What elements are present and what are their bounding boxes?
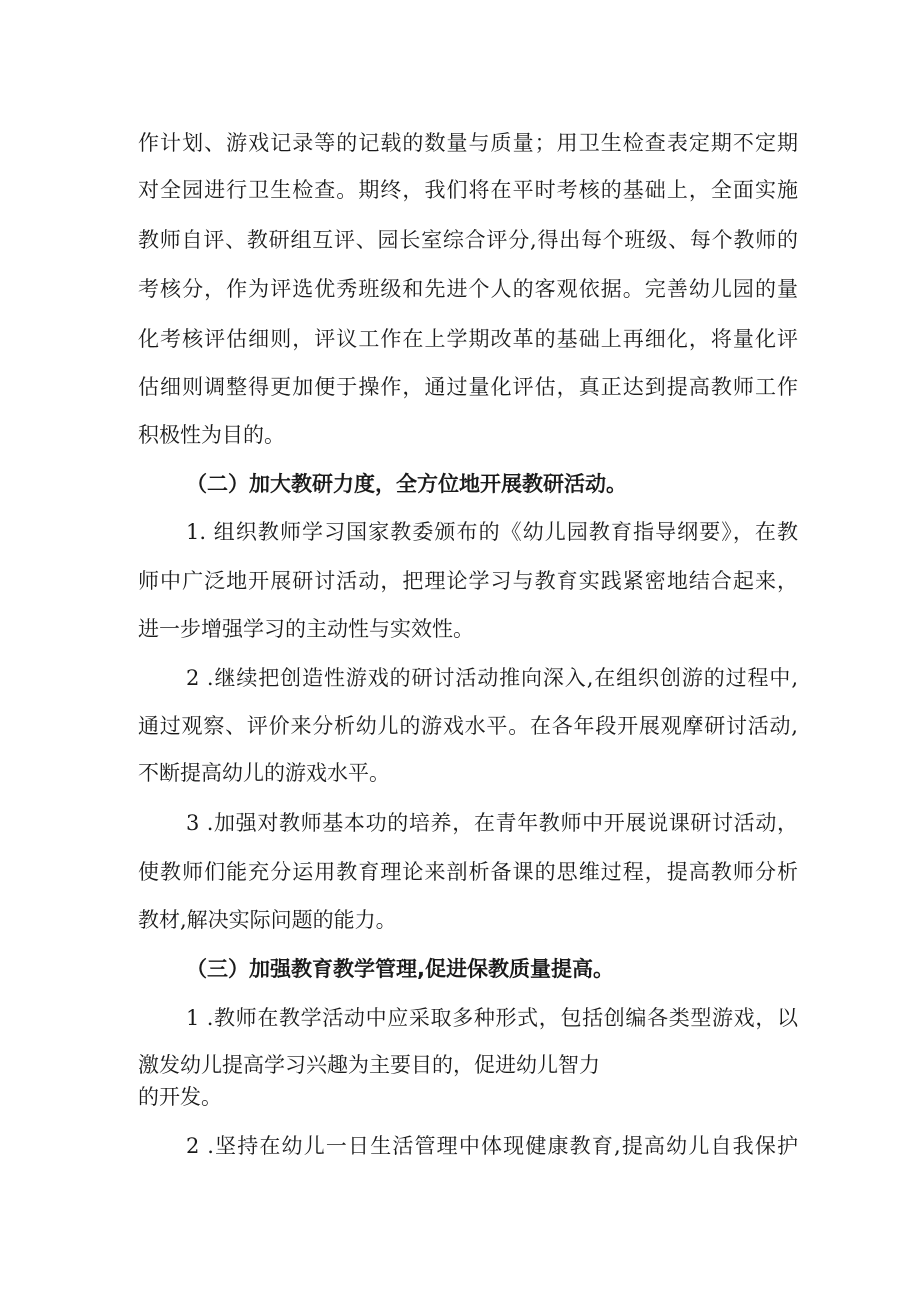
section-heading-3: （三）加强教育教学管理,促进保教质量提高。 xyxy=(186,957,614,981)
paragraph-line: 对全园进行卫生检查。期终，我们将在平时考核的基础上，全面实施 xyxy=(138,178,798,202)
paragraph-line: 的开发。 xyxy=(138,1085,222,1109)
paragraph-line: 教师自评、教研组互评、园长室综合评分,得出每个班级、每个教师的 xyxy=(138,228,798,252)
list-item-line: 2 .继续把创造性游戏的研讨活动推向深入,在组织创游的过程中, xyxy=(186,666,798,690)
section-heading-2: （二）加大教研力度，全方位地开展教研活动。 xyxy=(186,472,627,496)
paragraph-line: 积极性为目的。 xyxy=(138,423,285,447)
paragraph-line: 师中广泛地开展研讨活动，把理论学习与教育实践紧密地结合起来， xyxy=(138,569,798,593)
paragraph-line: 使教师们能充分运用教育理论来剖析备课的思维过程，提高教师分析 xyxy=(138,860,798,884)
paragraph-line: 进一步增强学习的主动性与实效性。 xyxy=(138,617,474,641)
paragraph-line: 教材,解决实际问题的能力。 xyxy=(138,908,397,932)
paragraph-line: 激发幼儿提高学习兴趣为主要目的，促进幼儿智力 xyxy=(138,1053,600,1077)
list-item-line: 2 .坚持在幼儿一日生活管理中体现健康教育,提高幼儿自我保护 xyxy=(186,1134,798,1158)
list-item-line: 1. 组织教师学习国家教委颁布的《幼儿园教育指导纲要》，在教 xyxy=(186,520,798,544)
list-item-line: 1 .教师在教学活动中应采取多种形式，包括创编各类型游戏，以 xyxy=(186,1006,798,1030)
paragraph-line: 不断提高幼儿的游戏水平。 xyxy=(138,761,390,785)
list-item-line: 3 .加强对教师基本功的培养，在青年教师中开展说课研讨活动， xyxy=(186,811,798,835)
paragraph-line: 化考核评估细则，评议工作在上学期改革的基础上再细化，将量化评 xyxy=(138,327,798,351)
paragraph-line: 作计划、游戏记录等的记载的数量与质量；用卫生检查表定期不定期 xyxy=(138,131,798,155)
paragraph-line: 估细则调整得更加便于操作，通过量化评估，真正达到提高教师工作 xyxy=(138,375,798,399)
paragraph-line: 考核分，作为评选优秀班级和先进个人的客观依据。完善幼儿园的量 xyxy=(138,277,798,301)
paragraph-line: 通过观察、评价来分析幼儿的游戏水平。在各年段开展观摩研讨活动, xyxy=(138,714,798,738)
